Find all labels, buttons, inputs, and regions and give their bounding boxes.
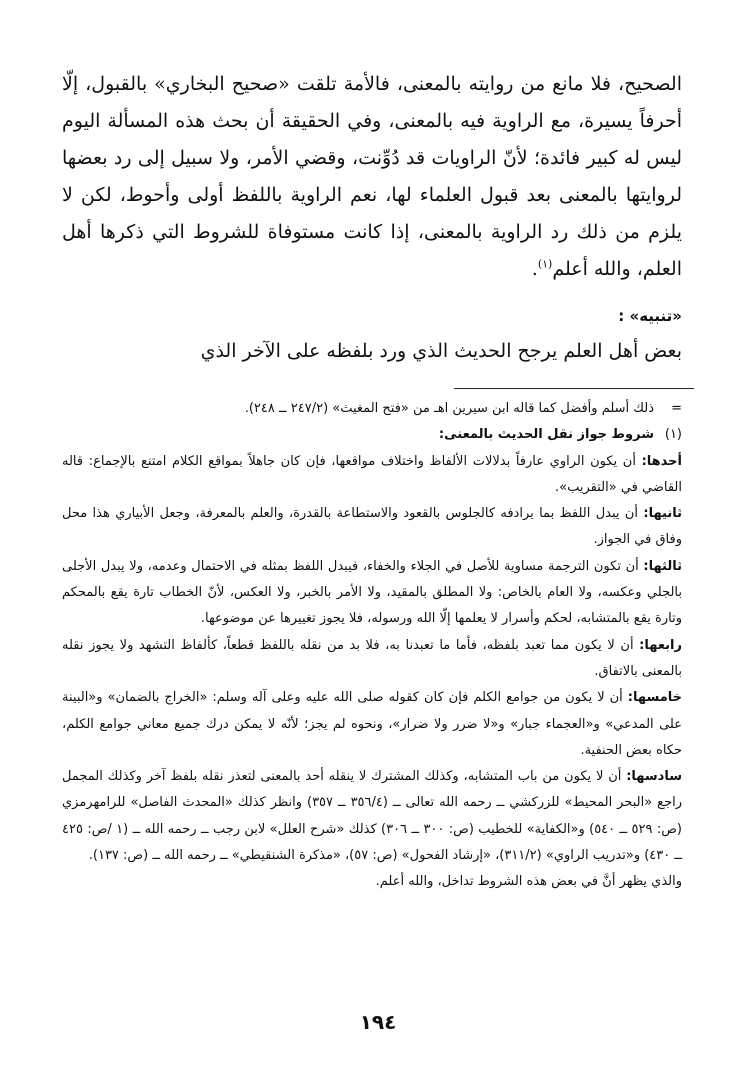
main-paragraph [62, 66, 682, 288]
footnotes [62, 396, 682, 896]
condition-term: ثانيها: [643, 506, 682, 522]
condition-text: أن لا يكون من باب المتشابه، وكذلك المشترك لا ينقله أحد بالمعنى لتعذر نقله بلفظ آخر وكذلك المجمل راجع «البحر المحيط» للزركشي ــ رحمه الله تعالى ــ (٣٥٦/٤ ــ ٣٥٧) وانظر كذلك «المحدث الفاصل» للرامهرمزي (ص: ٥٢٩ ــ ٥٤٠) و«الكفاية» للخطيب (ص: ٣٠٠ ــ ٣٠٦) كذلك «شرح العلل» لابن رجب ــ رحمه الله ــ (١ /ص: ٤٢٥ ــ ٤٣٠) و«تدريب الراوي» (٣١١/٢)، «إرشاد الفحول» (ص: ٥٧)، «مذكرة الشنقيطي» ــ رحمه الله ــ (ص: ١٣٧). [62, 769, 682, 864]
condition-item [62, 449, 682, 502]
footnote-title: شروط جواز نقل الحديث بالمعنى: [438, 427, 654, 443]
main-paragraph-end: . [531, 258, 538, 280]
condition-term: سادسها: [626, 769, 682, 785]
condition-term: خامسها: [627, 690, 682, 706]
condition-text: أن لا يكون من جوامع الكلم فإن كان كقوله صلى الله عليه وعلى آله وسلم: «الخراج بالضمان» و«البينة على المدعي» و«العجماء جبار» و«لا ضرر ولا ضرار»، ونحوه لم يجز؛ لأنّه لا يمكن درك جميع معاني جوامع الكلم، حكاه بعض الحنفية. [62, 690, 682, 758]
notice-heading: «تنبيه» : [618, 307, 682, 325]
main-body [62, 66, 682, 370]
condition-item [62, 764, 682, 869]
footnote-continuation [62, 396, 682, 422]
condition-text: أن يبدل اللفظ بما يرادفه كالجلوس بالقعود والاستطاعة بالقدرة، والعلم بالمعرفة، وجعل الأبياري هذا محل وفاق في الجواز. [62, 506, 682, 548]
main-paragraph-text: الصحيح، فلا مانع من روايته بالمعنى، فالأمة تلقت «صحيح البخاري» بالقبول، إلّا أحرفاً يسيرة، مع الراوية فيه بالمعنى، وفي الحقيقة أن بحث هذه المسألة اليوم ليس له كبير فائدة؛ لأنّ الراويات قد دُوِّنت، وقضي الأمر، ولا سبيل إلى رد بعضها لروايتها بالمعنى بعد قبول العلماء لها، نعم الراوية باللفظ أولى وأحوط، لكن لا يلزم من ذلك رد الراوية بالمعنى، إذا كانت مستوفاة للشروط التي ذكرها أهل العلم، والله أعلم [62, 73, 682, 280]
condition-item [62, 554, 682, 633]
condition-term: أحدها: [641, 453, 682, 469]
condition-term: ثالثها: [643, 558, 682, 574]
condition-term: رابعها: [639, 637, 682, 653]
footnote-reference[interactable]: (١) [537, 257, 553, 271]
continuation-text: ذلك أسلم وأفضل كما قاله ابن سيرين اهـ من «فتح المغيث» (٢٤٧/٢ ــ ٢٤٨). [244, 401, 654, 416]
footnote-separator [454, 388, 694, 389]
condition-item [62, 633, 682, 686]
condition-text: أن لا يكون مما تعبد بلفظه، فأما ما تعبدنا به، فلا بد من نقله باللفظ قطعاً، كألفاظ التشهد ولا يجوز نقله بالمعنى بالاتفاق. [62, 637, 682, 679]
footnote-closing: والذي يظهر أنَّ في بعض هذه الشروط تداخل، والله أعلم. [375, 874, 682, 890]
footnote-title-line [62, 422, 682, 448]
continuation-marker: = [671, 401, 682, 416]
notice-text: بعض أهل العلم يرجح الحديث الذي ورد بلفظه على الآخر الذي [200, 340, 682, 362]
condition-text: أن يكون الراوي عارفاً بدلالات الألفاظ واختلاف مواقعها، فإن كان جاهلاً بمواقع الكلام امتنع بالإجماع: قاله القاضي في «التقريب». [62, 453, 682, 495]
condition-text: أن تكون الترجمة مساوية للأصل في الجلاء والخفاء، فيبدل اللفظ بمثله في الاحتمال وعدمه، ولا يبدل الأجلى بالجلي وعكسه، ولا العام بالخاص: ولا المطلق بالمقيد، ولا الأمر بالخبر، ولا العكس، لأنّ الخطاب تارة يقع بالمحكم وتارة يقع بالمتشابه، لحكم وأسرار لا يعلمها إلّا الله ورسوله، فلا يجوز تغييرها عن موضوعها. [62, 558, 682, 627]
page-number: ١٩٤ [359, 1010, 397, 1034]
footnote-marker: (١) [664, 427, 682, 443]
condition-item [62, 685, 682, 764]
condition-item [62, 501, 682, 554]
